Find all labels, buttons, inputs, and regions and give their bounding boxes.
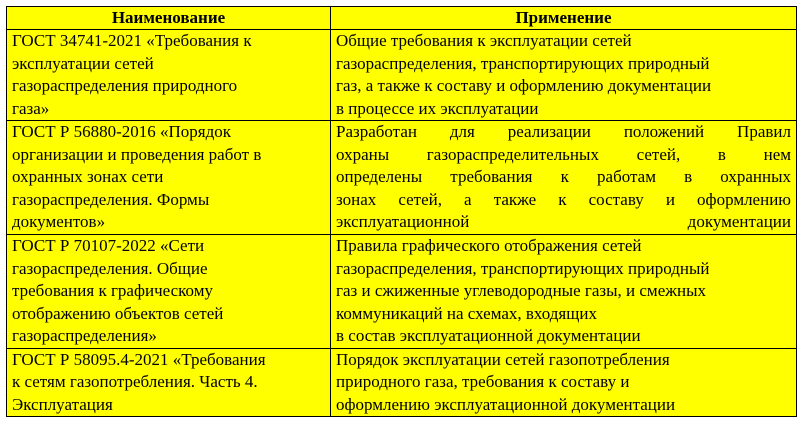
table-row <box>7 348 797 417</box>
use-line: газ, а также к составу и оформлению документации <box>336 76 712 95</box>
use-line: в состав эксплуатационной документации <box>336 326 641 345</box>
name-line: ГОСТ Р 58095.4-2021 «Требования <box>12 349 266 369</box>
header-use: Применение <box>331 7 797 30</box>
name-line: организации и проведения работ в <box>12 144 262 164</box>
use-line: Общие требования к эксплуатации сетей <box>336 31 632 50</box>
name-line: Эксплуатация <box>12 394 113 414</box>
use-line: Разработан для реализации положений Правил <box>336 122 791 141</box>
use-line: газораспределения, транспортирующих природный <box>336 53 710 73</box>
name-line: отображению объектов сетей <box>12 303 224 323</box>
use-line: эксплуатационной документации <box>336 212 791 231</box>
name-line: документов» <box>12 212 106 231</box>
table-row <box>7 30 797 121</box>
name-cell <box>7 235 331 349</box>
name-cell <box>7 30 331 121</box>
use-line: Правила графического отображения сетей <box>336 236 642 255</box>
name-cell <box>7 348 331 417</box>
use-line: природного газа, требования к составу и <box>336 372 630 391</box>
name-cell <box>7 121 331 235</box>
use-line: газ и сжиженные углеводородные газы, и смежных <box>336 281 706 300</box>
table-header-row <box>7 7 797 30</box>
use-cell <box>331 235 797 349</box>
table-row <box>7 235 797 349</box>
name-line: ГОСТ 34741-2021 «Требования к <box>12 31 252 50</box>
use-line: охраны газораспределительных сетей, в нем <box>336 144 791 164</box>
name-line: к сетям газопотребления. Часть 4. <box>12 372 258 391</box>
name-line: газораспределения» <box>12 326 157 345</box>
header-name: Наименование <box>7 7 331 30</box>
name-line: ГОСТ Р 56880-2016 «Порядок <box>12 122 231 141</box>
name-line: газа» <box>12 98 50 118</box>
table-row <box>7 121 797 235</box>
use-line: коммуникаций на схемах, входящих <box>336 303 597 323</box>
name-line: газораспределения. Формы <box>12 189 210 209</box>
use-line: оформлению эксплуатационной документации <box>336 394 676 414</box>
name-line: охранных зонах сети <box>12 167 164 186</box>
use-cell <box>331 348 797 417</box>
name-line: газораспределения природного <box>12 76 238 95</box>
name-line: газораспределения. Общие <box>12 258 208 278</box>
use-line: определены требования к работам в охранных <box>336 167 791 186</box>
use-cell <box>331 121 797 235</box>
standards-table <box>6 6 797 417</box>
use-line: газораспределения, транспортирующих природный <box>336 258 710 278</box>
use-line: в процессе их эксплуатации <box>336 98 539 118</box>
name-line: ГОСТ Р 70107-2022 «Сети <box>12 236 205 255</box>
name-line: эксплуатации сетей <box>12 53 154 73</box>
name-line: требования к графическому <box>12 281 213 300</box>
use-cell <box>331 30 797 121</box>
use-line: зонах сетей, а также к составу и оформлению <box>336 189 791 209</box>
use-line: Порядок эксплуатации сетей газопотребления <box>336 349 670 369</box>
